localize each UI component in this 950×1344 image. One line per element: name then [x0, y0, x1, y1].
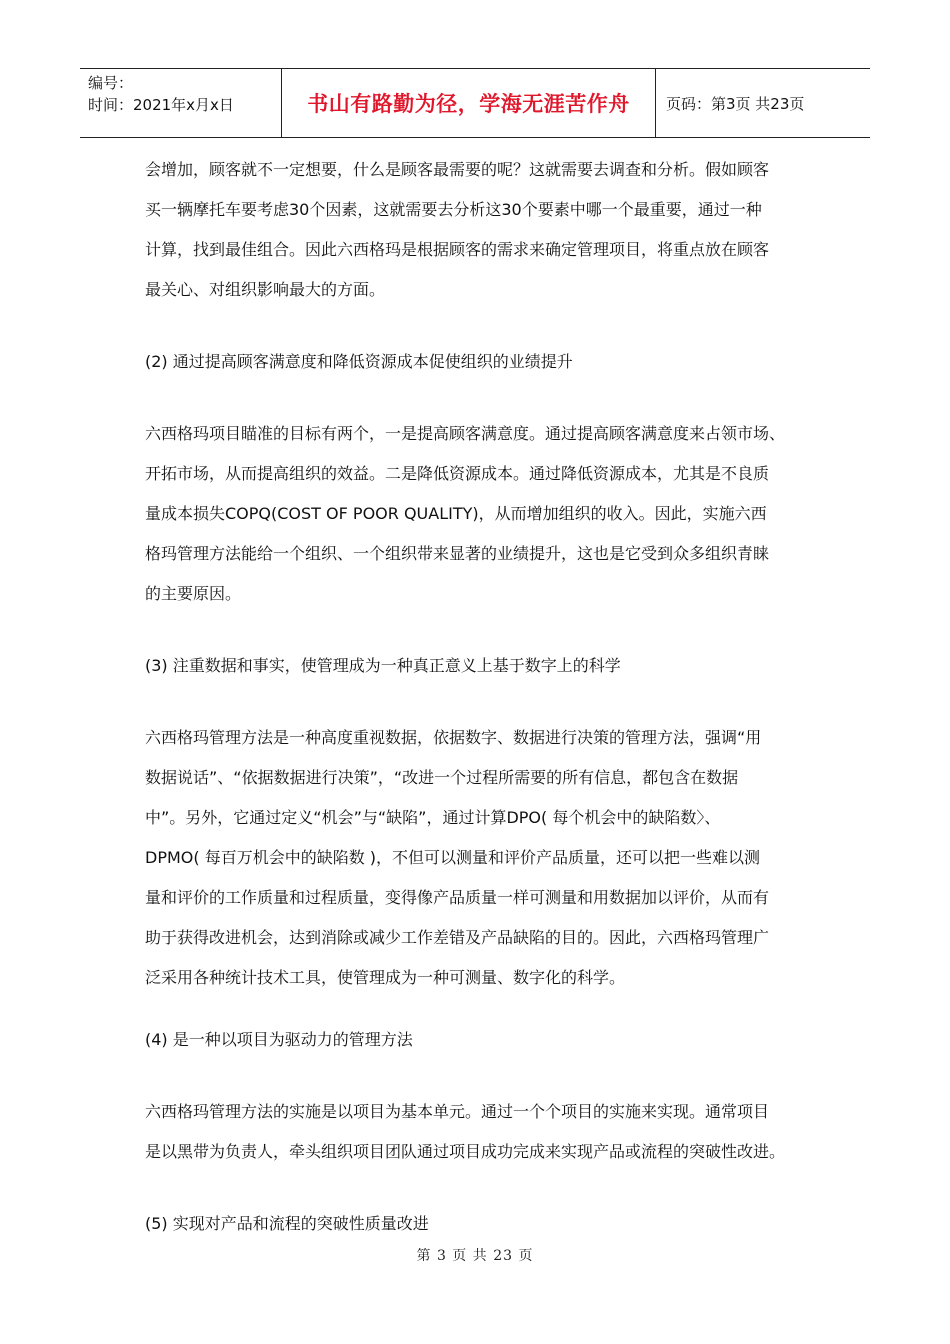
text-line: 六西格玛项目瞄准的目标有两个，一是提高顾客满意度。通过提高顾客满意度来占领市场、 — [145, 424, 786, 443]
text-line: 开拓市场，从而提高组织的效益。二是降低资源成本。通过降低资源成本，尤其是不良质 — [145, 464, 770, 483]
text-line: 泛采用各种统计技术工具，使管理成为一种可测量、数字化的科学。 — [145, 968, 626, 987]
section-heading-4: (4) 是一种以项目为驱动力的管理方法 — [145, 1030, 413, 1049]
section-heading-5: (5) 实现对产品和流程的突破性质量改进 — [145, 1214, 429, 1233]
paragraph-3 — [145, 718, 805, 998]
text-line: 格玛管理方法能给一个组织、一个组织带来显著的业绩提升，这也是它受到众多组织青睐 — [145, 544, 770, 563]
text-line: 计算，找到最佳组合。因此六西格玛是根据顾客的需求来确定管理项目，将重点放在顾客 — [145, 240, 770, 259]
text-line: 中”。另外，它通过定义“机会”与“缺陷”，通过计算DPO( 每个机会中的缺陷数〉、 — [145, 808, 721, 827]
section-heading-3: (3) 注重数据和事实，使管理成为一种真正意义上基于数字上的科学 — [145, 656, 621, 675]
text-line: 六西格玛管理方法的实施是以项目为基本单元。通过一个个项目的实施来实现。通常项目 — [145, 1102, 770, 1121]
text-line: 最关心、对组织影响最大的方面。 — [145, 280, 386, 299]
text-line: 买一辆摩托车要考虑30个因素，这就需要去分析这30个要素中哪一个最重要，通过一种 — [145, 200, 762, 219]
section-heading-2: (2) 通过提高顾客满意度和降低资源成本促使组织的业绩提升 — [145, 352, 573, 371]
document-number-label: 编号： — [88, 74, 134, 92]
text-line: 会增加，顾客就不一定想要，什么是顾客最需要的呢？这就需要去调查和分析。假如顾客 — [145, 160, 770, 179]
header-meta — [80, 69, 282, 137]
text-line: 是以黑带为负责人，牵头组织项目团队通过项目成功完成来实现产品或流程的突破性改进。 — [145, 1142, 786, 1161]
header-page-info: 页码：第3页 共23页 — [666, 94, 805, 113]
paragraph-1 — [145, 150, 805, 310]
document-time-label: 时间：2021年x月x日 — [88, 96, 234, 114]
paragraph-2 — [145, 414, 805, 614]
text-line: 的主要原因。 — [145, 584, 242, 603]
text-line: 量和评价的工作质量和过程质量，变得像产品质量一样可测量和用数据加以评价，从而有 — [145, 888, 770, 907]
paragraph-4 — [145, 1092, 805, 1172]
page-footer: 第 3 页 共 23 页 — [416, 1248, 534, 1264]
header-motto: 书山有路勤为径，学海无涯苦作舟 — [282, 69, 656, 137]
text-line: 数据说话”、“依据数据进行决策”，“改进一个过程所需要的所有信息，都包含在数据 — [145, 768, 739, 787]
text-line: 助于获得改进机会，达到消除或减少工作差错及产品缺陷的目的。因此，六西格玛管理广 — [145, 928, 770, 947]
text-line: DPMO( 每百万机会中的缺陷数 )，不但可以测量和评价产品质量，还可以把一些难以测 — [145, 848, 761, 867]
page-header — [80, 68, 870, 138]
document-body — [145, 150, 805, 1244]
text-line: 六西格玛管理方法是一种高度重视数据，依据数字、数据进行决策的管理方法，强调“用 — [145, 728, 762, 747]
text-line: 量成本损失COPQ(COST OF POOR QUALITY)，从而增加组织的收入。因此，实施六西 — [145, 504, 767, 523]
